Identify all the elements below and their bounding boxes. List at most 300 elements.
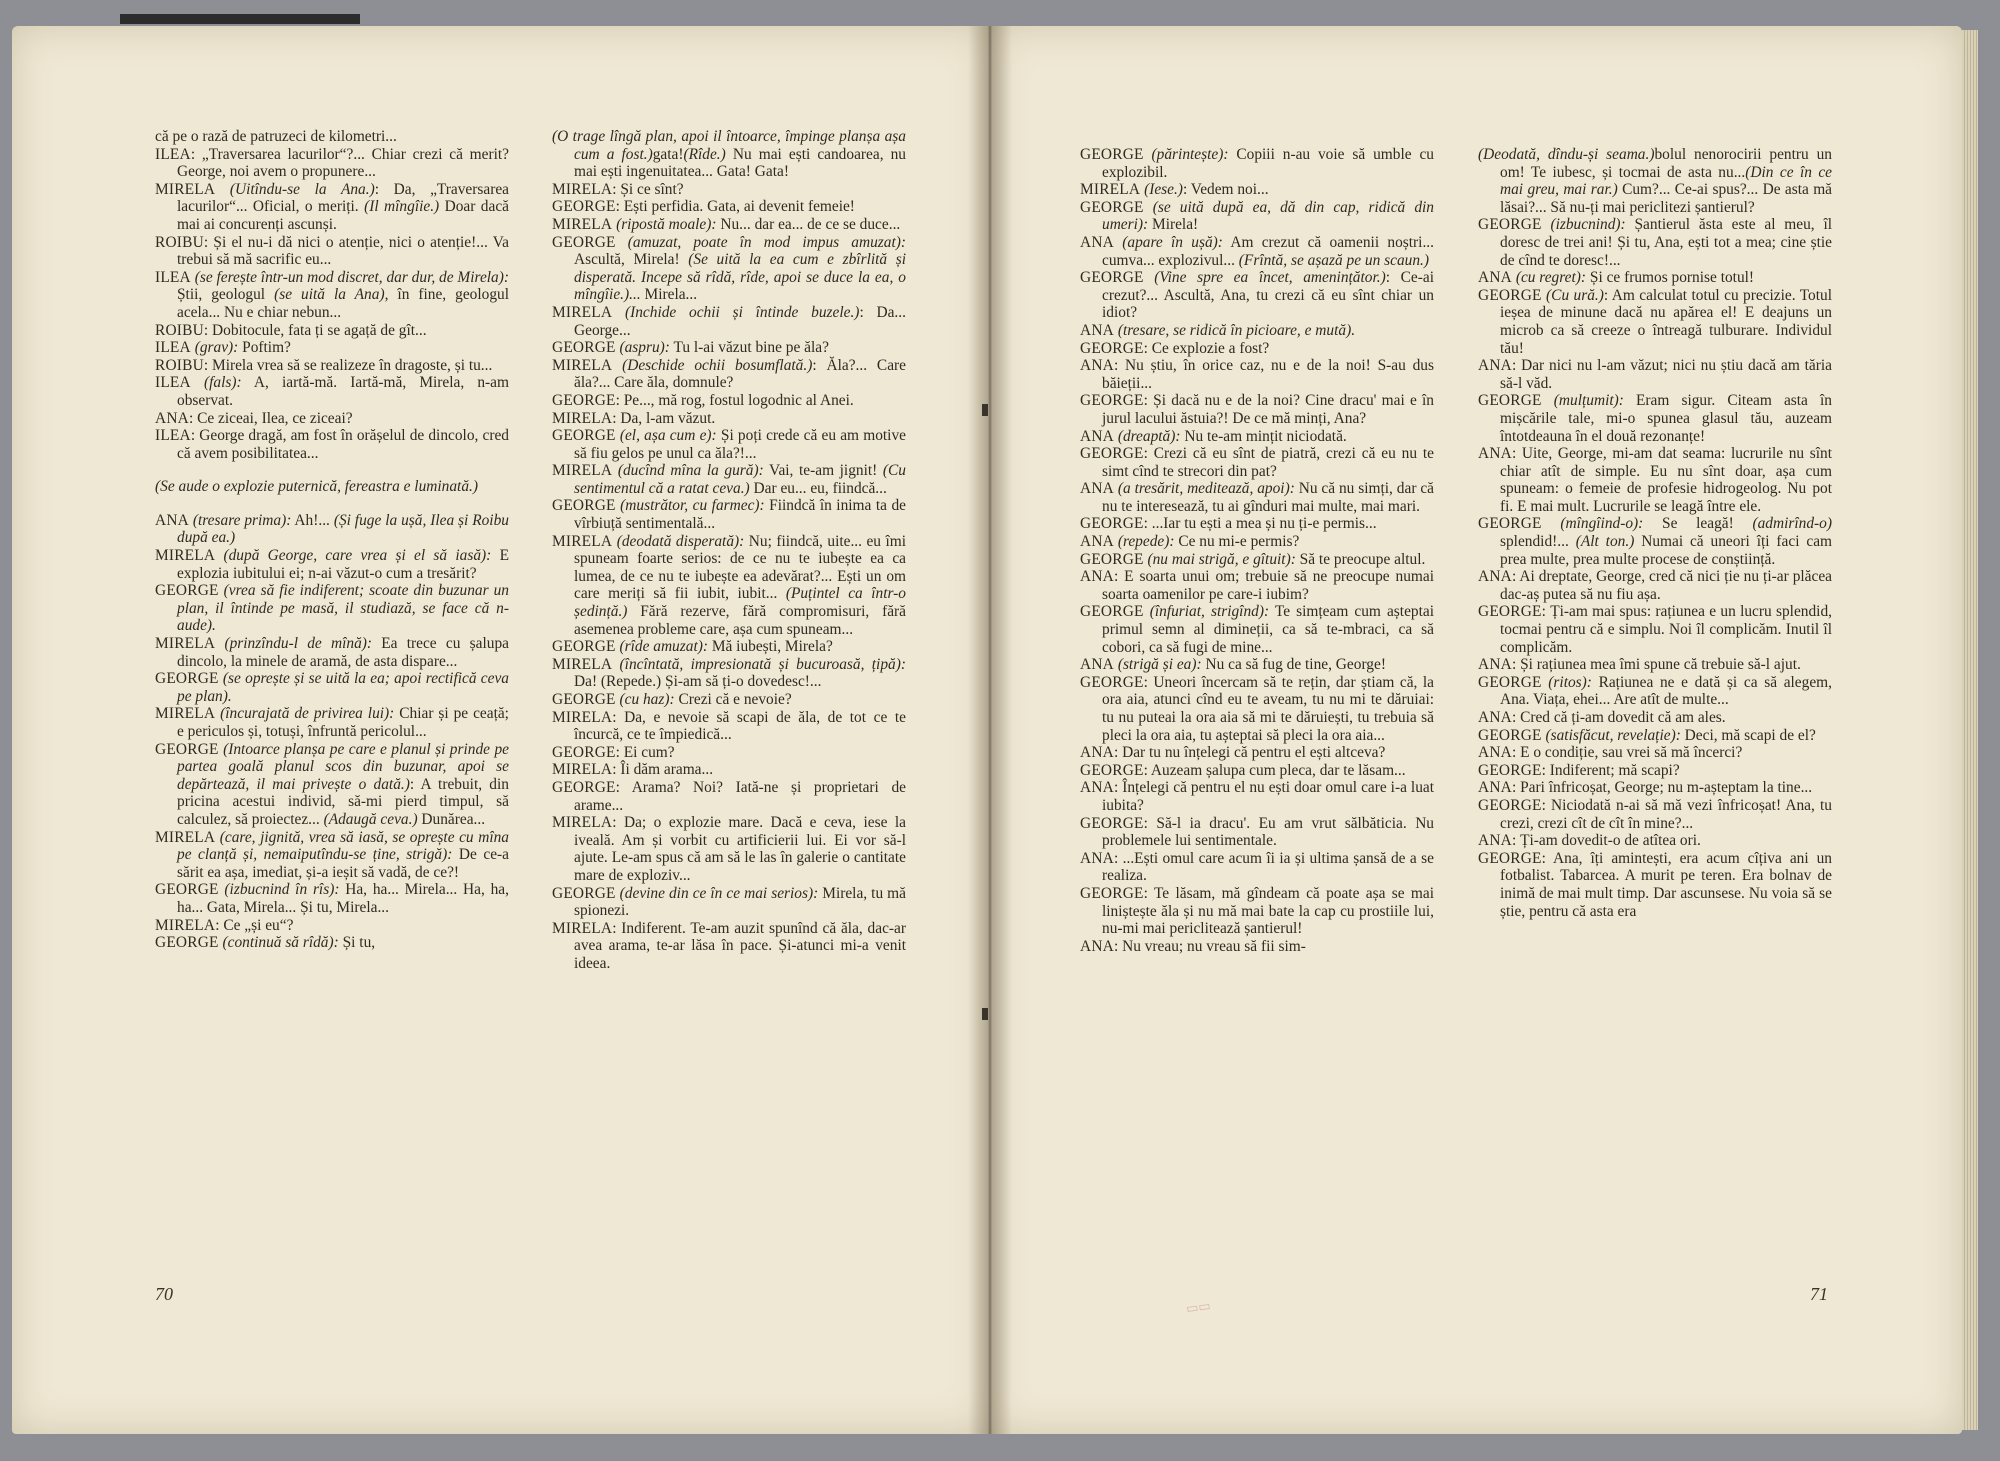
line-text: : Pari înfricoșat, George; nu m-așteptam la tine... (1511, 779, 1813, 797)
speaker-name: GEORGE (1080, 392, 1144, 410)
speaker-name: GEORGE (1478, 726, 1542, 744)
line-text: Nu te-am mințit niciodată. (1180, 427, 1347, 445)
speaker-name: ROIBU (155, 233, 204, 251)
line-text: : Ce-ai crezut?... (1102, 269, 1434, 304)
stage-direction: (prinzîndu-l de mînă): (224, 635, 373, 653)
dialogue-line (1478, 797, 1832, 832)
line-text: : ...Iar tu ești a mea și nu ți-e permis... (1143, 515, 1377, 533)
dialogue-line (1478, 850, 1832, 920)
stage-direction: (devine din ce în ce mai serios): (619, 884, 819, 902)
line-text: : Ei cum? (615, 743, 675, 761)
line-text: Care ăla, domnule? (610, 374, 734, 392)
dialogue-line (1478, 269, 1832, 287)
stage-direction: (cu regret): (1515, 269, 1587, 287)
dialogue-line (1080, 322, 1434, 340)
dialogue-line (155, 374, 509, 409)
speaker-name: GEORGE (552, 778, 616, 796)
line-text: : Auzeam șalupa cum pleca, dar te lăsam... (1143, 761, 1406, 779)
line-text: Poftim? (238, 339, 291, 357)
stage-direction: (mustrător, cu farmec): (620, 497, 765, 515)
dialogue-line (552, 779, 906, 814)
book-gutter (968, 26, 1012, 1434)
line-text: : Ce ziceai, Ilea, ce ziceai? (188, 409, 353, 427)
line-text: Mă iubești, Mirela? (707, 638, 833, 656)
line-text: Copiii n-au voie să umble cu explozibil. (1102, 146, 1434, 181)
stage-direction: (Din ce în ce mai greu, mai rar.) (1500, 163, 1832, 199)
speaker-name: GEORGE (1478, 216, 1542, 234)
dialogue-line (1080, 515, 1434, 533)
line-text: în fine, geologul acela... Nu e chiar nebun... (177, 286, 509, 321)
dialogue-line (1080, 340, 1434, 358)
dialogue-line (1080, 779, 1434, 814)
stage-direction: (aspru): (619, 339, 670, 357)
speaker-name: GEORGE (552, 743, 616, 761)
line-text: : Niciodată n-ai să mă vezi înfricoșat! Ana, tu crezi, crezi cît de cît în mine?... (1500, 796, 1832, 832)
line-text: Nu că nu simți, dar că nu te interesează, tu ai gînduri mai multe, mai mari. (1102, 480, 1434, 515)
speaker-name: MIRELA (155, 180, 216, 198)
dialogue-line (155, 128, 509, 146)
stage-direction: (Adaugă ceva.) (323, 810, 418, 828)
speaker-name: MIRELA (552, 814, 613, 832)
line-text: Ce nu mi-e permis? (1174, 533, 1300, 551)
speaker-name: GEORGE (1080, 884, 1144, 902)
speaker-name: ANA (1080, 744, 1114, 762)
speaker-name: GEORGE (1080, 339, 1144, 357)
dialogue-line (552, 304, 906, 339)
line-text: Fiindcă în inima ta de vîrbiuță sentimentală... (574, 497, 906, 533)
dialogue-line (552, 357, 906, 392)
line-text: Ah!... (291, 511, 330, 529)
line-text: Ascultă, Mirela! (574, 251, 680, 269)
stage-direction: (care, jignită, vrea să iasă, se oprește cu mîna pe clanță și, nemaiputîndu-se ține, strigă): (177, 828, 509, 864)
line-text: : Da; o explozie mare. Dacă e ceva, iese la iveală. Am și vorbit cu artificierii lui. Ei vor să-l ajute. Le-am spus că am să le las în galerie o cantitate mare de exploziv... (574, 814, 906, 884)
dialogue-line (155, 427, 509, 462)
speaker-name: GEORGE (155, 582, 219, 600)
line-text: : Înțelegi că pentru el nu ești doar omul care i-a luat iubita? (1102, 779, 1434, 814)
line-text: : E o condiție, sau vrei să mă încerci? (1511, 744, 1743, 762)
speaker-name: GEORGE (155, 934, 219, 952)
speaker-name: MIRELA (552, 708, 613, 726)
speaker-name: ANA (1080, 427, 1114, 445)
dialogue-line (155, 881, 509, 916)
dialogue-line (155, 547, 509, 582)
line-text: Gata! (750, 163, 789, 181)
line-text: Ascultă, Ana, tu crezi că eu sînt chiar un idiot? (1102, 286, 1434, 322)
text-column-right-2 (1478, 146, 1832, 1286)
stage-direction: (admirînd-o) (1752, 515, 1832, 533)
dialogue-line (155, 829, 509, 882)
dialogue-line (1080, 234, 1434, 269)
stage-direction: (a tresărit, meditează, apoi): (1117, 480, 1295, 498)
speaker-name: MIRELA (552, 761, 613, 779)
line-text: Nu; fiindcă, uite... eu îmi spuneam foarte serios: de ce nu te iubește ea ca lumea, de ce nu te iubește ea adevărat?... Ești un om care meriți să fii iubit, iubit... (574, 532, 906, 603)
gutter-mark (982, 1008, 988, 1020)
speaker-name: GEORGE (1478, 603, 1542, 621)
speaker-name: GEORGE (1478, 392, 1542, 410)
stage-direction: (ripostă moale): (616, 215, 717, 233)
dialogue-line (1478, 515, 1832, 568)
line-text: : Da... George... (574, 303, 906, 339)
line-text: : A trebuit, din pricina acestui individ, să-mi pierd timpul, să calculez, să proiectez... (177, 775, 509, 828)
line-text: : „Traversarea lacurilor“?... Chiar crezi că merit? George, noi avem o propunere... (177, 145, 509, 181)
speaker-name: ANA (1080, 533, 1114, 551)
speaker-name: GEORGE (552, 233, 616, 251)
dialogue-line (1478, 445, 1832, 515)
dialogue-line (1080, 551, 1434, 569)
line-text: Se leagă! (1643, 515, 1734, 533)
stage-direction: (ducînd mîna la gură): (617, 462, 764, 480)
line-text: Am crezut că oamenii noștri... cumva... explozivul... (1102, 233, 1434, 269)
speaker-name: ANA (1080, 568, 1114, 586)
dialogue-line (552, 691, 906, 709)
speaker-name: ANA (155, 511, 189, 529)
line-text: că pe o rază de patruzeci de kilometri... (155, 128, 397, 145)
line-text: : Ăla?... Care ăla?... (574, 356, 906, 392)
stage-direction: (vrea să fie indiferent; scoate din buzunar un plan, il întinde pe masă, il studiază, se face că n-aude). (177, 582, 509, 635)
speaker-name: GEORGE (552, 391, 616, 409)
dialogue-line (155, 181, 509, 234)
speaker-name: ANA (1080, 779, 1114, 797)
page-number: 71 (1810, 1284, 1828, 1304)
line-text: splendid!... (1500, 533, 1569, 551)
line-text: : Nu știu, în orice caz, nu e de la noi! S-au dus băieții... (1102, 357, 1434, 392)
line-text: : Arama? Noi? Iată-ne și proprietari de arame... (574, 778, 906, 814)
text-column-left-1 (155, 128, 509, 1268)
line-text: : Pe..., mă rog, fostul logodnic al Anei. (615, 391, 854, 409)
line-text: De ce-a sărit ea așa, imediat, și-a ieșit să vadă, de ce?! (177, 846, 509, 881)
speaker-name: MIRELA (552, 356, 613, 374)
line-text: Mirela! (1148, 216, 1199, 234)
stage-direction: (tresare prima): (192, 511, 292, 529)
speaker-name: GEORGE (552, 638, 616, 656)
dialogue-line (1478, 744, 1832, 762)
dialogue-line (155, 339, 509, 357)
stage-direction: (Se uită la ea cum e zbîrlită și disperată. Incepe să rîdă, rîde, apoi se duce la ea, o mîngîie.)... (574, 251, 906, 304)
line-text: Vai, te-am jignit! (763, 462, 878, 480)
line-text: : Da, „Traversarea lacurilor“... Oficial, o meriți. (177, 180, 509, 216)
stage-direction: (el, așa cum e): (619, 427, 717, 445)
speaker-name: ANA (1478, 357, 1512, 375)
dialogue-line (1080, 744, 1434, 762)
dialogue-line (155, 269, 509, 322)
line-text: Ha, ha... Mirela... Ha, ha, ha... Gata, Mirela... Și tu, Mirela... (177, 881, 509, 916)
dialogue-line (155, 410, 509, 428)
dialogue-line (155, 934, 509, 952)
stage-direction: (Și fuge la ușă, Ilea și Roibu după ea.) (177, 511, 509, 547)
text-column-left-2 (552, 128, 906, 1268)
dialogue-line (552, 920, 906, 973)
dialogue-line (552, 885, 906, 920)
stage-direction: (rîde amuzat): (619, 638, 708, 656)
dialogue-line (552, 761, 906, 779)
speaker-name: MIRELA (552, 303, 613, 321)
line-text: : Ești perfidia. Gata, ai devenit femeie! (615, 198, 855, 216)
speaker-name: GEORGE (552, 427, 616, 445)
speaker-name: GEORGE (552, 884, 616, 902)
stage-direction: (nu mai strigă, e gîtuit): (1147, 550, 1296, 568)
line-text: Deci, mă scapi de el? (1680, 726, 1816, 744)
dialogue-line (1080, 199, 1434, 234)
speaker-name: ANA (1080, 357, 1114, 375)
dialogue-line (552, 410, 906, 428)
line-text: : Indiferent. Te-am auzit spunînd că ăla, dac-ar avea arama, te-ar lăsa în pace. Și-atunci mi-a venit ideea. (574, 919, 906, 972)
speaker-name: ILEA (155, 145, 191, 163)
dialogue-line (552, 497, 906, 532)
speaker-name: GEORGE (1080, 269, 1144, 287)
speaker-name: MIRELA (552, 462, 613, 480)
line-text: Numai că uneori îți faci cam prea multe, prea multe procese de conștiință. (1500, 533, 1832, 568)
speaker-name: ILEA (155, 339, 191, 357)
speaker-name: GEORGE (552, 339, 616, 357)
line-text: : Uite, George, mi-am dat seama: lucrurile nu sînt chiar atît de simple. Eu nu sînt doar, așa cum spuneam: o femeie de profesie hidrogeolog. Nu pot fi. E mai mult. Lucrurile se leagă între ele. (1500, 445, 1832, 515)
line-text: Nu ca să fug de tine, George! (1201, 656, 1386, 674)
speaker-name: ANA (1080, 480, 1114, 498)
line-text: Și poți crede că eu am motive să fiu gelos pe unul ca ăla?!... (574, 427, 906, 462)
speaker-name: MIRELA (155, 828, 216, 846)
stage-direction: (Rîde.) (683, 145, 726, 163)
line-text: Eram sigur. Citeam asta în mișcările tale, mi-o spunea glasul tău, auzeam întotdeauna în el două rezonanțe! (1500, 392, 1832, 445)
speaker-name: GEORGE (155, 740, 219, 758)
speaker-name: GEORGE (1080, 515, 1144, 533)
speaker-name: GEORGE (552, 497, 616, 515)
dialogue-line (552, 744, 906, 762)
speaker-name: MIRELA (552, 409, 613, 427)
stage-direction: (amuzat, poate în mod impus amuzat): (627, 233, 906, 251)
speaker-name: MIRELA (552, 180, 613, 198)
speaker-name: MIRELA (552, 655, 613, 673)
line-text: : Dar nici nu l-am văzut; nici nu știu dacă am tăria să-l văd. (1500, 357, 1832, 392)
dialogue-line (155, 741, 509, 829)
dialogue-line (1478, 709, 1832, 727)
line-text: Dar eu... eu, fiindcă... (749, 479, 887, 497)
binding-strip (120, 14, 360, 24)
line-text: Tu l-ai văzut bine pe ăla? (669, 339, 829, 357)
stage-direction: (deodată disperată): (616, 532, 745, 550)
line-text: Dunărea... (417, 810, 486, 828)
stage-direction: (se ferește într-un mod discret, dar dur, de Mirela): (194, 268, 509, 286)
line-text: Te simțeam cum așteptai primul semn al dimineții, ca să te-mbraci, ca să cobori, ca să fugi de mine... (1102, 603, 1434, 656)
speaker-name: ANA (1080, 656, 1114, 674)
gutter-mark (982, 404, 988, 416)
dialogue-line (1080, 533, 1434, 551)
speaker-name: GEORGE (1478, 673, 1542, 691)
speaker-name: GEORGE (1080, 550, 1144, 568)
stage-direction: (părintește): (1151, 146, 1229, 163)
stage-direction: (Inchide ochii și întinde buzele.) (624, 303, 860, 321)
speaker-name: ANA (1080, 233, 1114, 251)
dialogue-line (1478, 357, 1832, 392)
stage-direction: (izbucnind): (1550, 216, 1626, 234)
speaker-name: GEORGE (1080, 445, 1144, 463)
stage-direction: (după George, care vrea și el să iasă): (223, 547, 492, 565)
stage-direction: (Cu sentimentul că a ratat ceva.) (574, 462, 906, 497)
dialogue-line (1080, 656, 1434, 674)
line-text: : Da, e nevoie să scapi de ăla, de tot ce te încurcă, ce te împiedică... (574, 708, 906, 744)
speaker-name: ILEA (155, 374, 191, 392)
line-text: : Crezi că eu sînt de piatră, crezi că eu nu te simt cînd te strecori din pat? (1102, 445, 1434, 480)
stage-direction: (Il mîngîie.) (364, 198, 440, 216)
dialogue-line (155, 705, 509, 740)
line-text: Chiar și pe ceață; e periculos și, totuși, înfruntă pericolul... (177, 705, 509, 740)
line-text: Ea trece cu șalupa dincolo, la minele de aramă, de asta dispare... (177, 635, 509, 670)
dialogue-line (1080, 445, 1434, 480)
line-text: Și ce frumos pornise totul! (1586, 269, 1755, 287)
speaker-name: GEORGE (155, 881, 219, 899)
line-text: Să nu-ți mai periclitezi șantierul? (1546, 198, 1755, 216)
line-text: : E soarta unui om; trebuie să ne preocupe numai soarta oamenilor pe care-i iubim? (1102, 568, 1434, 603)
speaker-name: GEORGE (552, 198, 616, 216)
speaker-name: ANA (1478, 832, 1512, 850)
dialogue-line (155, 917, 509, 935)
stage-direction: (Deodată, dîndu-și seama.) (1478, 146, 1655, 163)
stage-direction: (încurajată de privirea lui): (220, 705, 395, 723)
dialogue-line (552, 216, 906, 234)
speaker-name: MIRELA (552, 532, 613, 550)
speaker-name: GEORGE (1080, 814, 1144, 832)
line-text: : Să-l ia dracu'. Eu am vrut sălbăticia. Nu problemele lui sentimentale. (1102, 814, 1434, 850)
dialogue-line (1478, 656, 1832, 674)
line-text: : Am calculat totul cu precizie. Totul ieșea de minune dacă nu apărea el! E deajuns un microb ca să creeze o întreagă tulburare. (1500, 286, 1832, 339)
line-text: : Ți-am dovedit-o de atîtea ori. (1511, 832, 1701, 850)
line-text: E explozia iubitului ei; n-ai văzut-o cum a tresărit? (177, 547, 509, 582)
stage-direction: (Se aude o explozie puternică, fereastra e luminată.) (155, 478, 478, 496)
dialogue-line (1080, 146, 1434, 181)
dialogue-line (1080, 885, 1434, 938)
line-text: Rațiunea ne e dată și ca să alegem, Ana. Viața, ehei... Are atît de multe... (1500, 673, 1832, 709)
line-text: gata! (652, 145, 684, 163)
dialogue-line (155, 357, 509, 375)
dialogue-line (552, 181, 906, 199)
stage-direction: (continuă să rîdă): (222, 934, 339, 952)
speaker-name: ROIBU (155, 356, 204, 374)
stage-direction: (înfuriat, strigînd): (1149, 603, 1270, 621)
speaker-name: GEORGE (1080, 603, 1144, 621)
dialogue-line (552, 638, 906, 656)
dialogue-line (155, 146, 509, 181)
speaker-name: GEORGE (1478, 761, 1542, 779)
dialogue-line (552, 427, 906, 462)
stage-direction: (Puțintel ca într-o ședință.) (574, 585, 906, 621)
line-text: : Ai dreptate, George, cred că nici ție nu ți-ar plăcea dac-aș putea să nu fiu așa. (1500, 568, 1832, 603)
page-number: 70 (155, 1284, 173, 1304)
line-text: : Dar tu nu înțelegi că pentru el ești altceva? (1113, 744, 1386, 762)
speaker-name: ANA (1478, 709, 1512, 726)
speaker-name: MIRELA (155, 635, 216, 653)
stage-direction: (Cu ură.) (1546, 286, 1604, 304)
speaker-name: MIRELA (552, 215, 613, 233)
speaker-name: ANA (1080, 937, 1114, 955)
dialogue-line (552, 814, 906, 884)
dialogue-line (1478, 146, 1832, 216)
page-edges (1962, 30, 1978, 1430)
speaker-name: ANA (1478, 269, 1512, 287)
speaker-name: GEORGE (1478, 515, 1542, 533)
stage-direction: (cu haz): (619, 691, 675, 708)
speaker-name: ANA (1478, 568, 1512, 586)
stage-direction: (Intoarce planșa pe care e planul și prinde pe partea goală planul scos din buzunar, apoi se depărtează, il mai privește o dată.) (177, 740, 509, 793)
stage-direction: (O trage lîngă plan, apoi il întoarce, împinge planșa așa cum a fost.) (552, 128, 906, 163)
stage-direction: (se uită la Ana), (274, 286, 389, 304)
dialogue-line (1080, 568, 1434, 603)
line-text: Să te preocupe altul. (1295, 550, 1426, 568)
line-text: Doar dacă mai ai concurenți ascunși. (177, 198, 509, 233)
line-text: Cum?... Ce-ai spus?... De asta mă lăsai?... (1500, 181, 1832, 216)
line-text: Și tu, (338, 934, 376, 952)
line-text: : Indiferent; mă scapi? (1541, 761, 1680, 779)
dialogue-line (1478, 287, 1832, 357)
dialogue-line (1080, 269, 1434, 322)
dialogue-line (1080, 603, 1434, 656)
speaker-name: MIRELA (155, 547, 216, 565)
speaker-name: GEORGE (1080, 673, 1144, 691)
line-text: Șantierul ăsta este al meu, îl doresc de trei ani! Și tu, Ana, ești tot a mea; cine știe de cînd te doresc!... (1500, 216, 1832, 269)
line-text: : Cred că ți-am dovedit că am ales. (1511, 709, 1726, 726)
stage-direction: (fals): (203, 374, 242, 392)
dialogue-line (552, 339, 906, 357)
stage-direction: (ritos): (1548, 673, 1592, 691)
speaker-name: GEORGE (1080, 198, 1144, 216)
line-text: Fără rezerve, fără compromisuri, fără asemenea probleme care, așa cum spuneam... (574, 603, 906, 638)
speaker-name: ANA (1478, 445, 1512, 463)
dialogue-line (1478, 392, 1832, 445)
line-text: Individul tău! (1500, 321, 1832, 357)
stage-direction: (izbucnind în rîs): (224, 881, 340, 899)
line-text: Mirela, tu mă spionezi. (574, 884, 906, 920)
line-text: : Și dacă nu e de la noi? Cine dracu' mai e în jurul lacului ăstuia?! De ce mă minți, Ana? (1102, 392, 1434, 427)
line-text: : Și el nu-i dă nici o atenție, nici o atenție!... Va trebui să mă sacrific eu... (177, 233, 509, 269)
stage-direction: (Frîntă, se așază pe un scaun.) (1238, 251, 1430, 269)
stage-direction: (Deschide ochii bosumflată.) (622, 356, 813, 374)
dialogue-line (1080, 357, 1434, 392)
dialogue-line (1478, 603, 1832, 656)
stage-direction: (repede): (1117, 533, 1175, 551)
stage-direction: (tresare, se ridică în picioare, e mută). (1117, 321, 1356, 339)
dialogue-line (552, 234, 906, 304)
speaker-name: ROIBU (155, 321, 204, 339)
dialogue-line (155, 322, 509, 340)
dialogue-line (1080, 762, 1434, 780)
line-text: Da! (Repede.) Și-am să ți-o dovedesc!... (574, 673, 822, 691)
dialogue-line (1080, 480, 1434, 515)
stage-direction: (mîngîind-o): (1560, 515, 1644, 533)
dialogue-line (155, 512, 509, 547)
speaker-name: GEORGE (552, 691, 616, 708)
text-column-right-1 (1080, 146, 1434, 1286)
speaker-name: GEORGE (155, 670, 219, 688)
stage-direction: (apare în ușă): (1122, 233, 1223, 251)
speaker-name: ANA (155, 409, 189, 427)
speaker-name: MIRELA (1080, 181, 1141, 199)
stage-direction: (se oprește și se uită la ea; apoi rectifică ceva pe plan). (177, 670, 509, 705)
line-text: : Ce „și eu“? (215, 916, 294, 934)
dialogue-line (552, 392, 906, 410)
dialogue-line (552, 462, 906, 497)
line-text: : George dragă, am fost în orășelul de dincolo, cred că avem posibilitatea... (177, 427, 509, 462)
line-text: : Uneori încercam să te rețin, dar știam că, la ora aia, atunci cînd eu te aveam, tu nu mi te dăruiai: tu nu puteai la ora aia să mi te dăruiești, tu trebuia să pleci la ora aia, tu așteptai să pleci la ora aia... (1102, 673, 1434, 744)
line-text: : Ce explozie a fost? (1143, 339, 1270, 357)
line-text: : Ana, îți amintești, era acum cîțiva ani un fotbalist. Tabarcea. A murit pe teren. Era bolnav de inimă de mai mult timp. Dar ascunsese. Nu voia să se știe, pentru că asta era (1500, 849, 1832, 920)
speaker-name: MIRELA (155, 916, 216, 934)
stage-direction: (încîntată, impresionată și bucuroasă, țipă): (619, 655, 906, 673)
line-text: : Îi dăm arama... (612, 761, 714, 779)
dialogue-line (155, 670, 509, 705)
speaker-name: ANA (1478, 744, 1512, 762)
stage-direction: (satisfăcut, revelație): (1545, 726, 1681, 744)
dialogue-line (1478, 674, 1832, 709)
dialogue-line (155, 635, 509, 670)
speaker-name: GEORGE (1478, 796, 1542, 814)
speaker-name: ANA (1080, 849, 1114, 867)
